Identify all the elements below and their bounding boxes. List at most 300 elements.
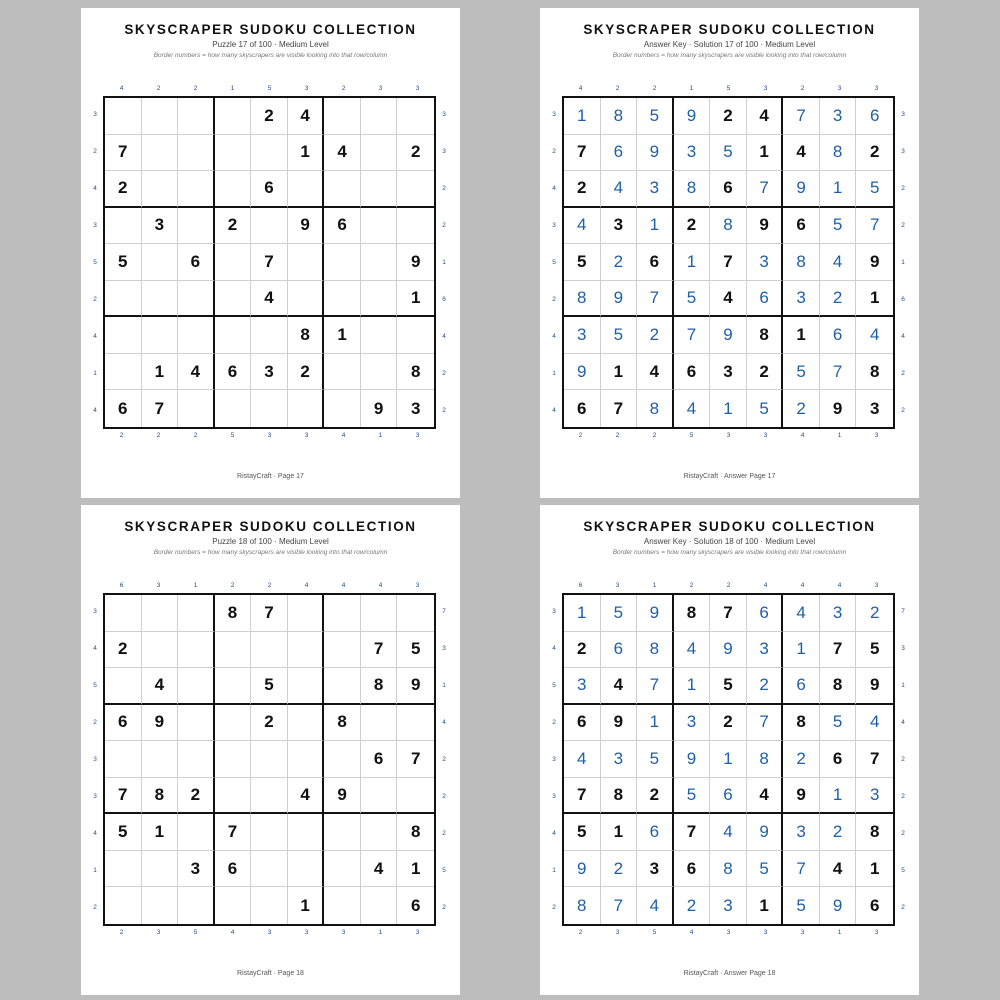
clue-bottom: 1	[378, 929, 383, 936]
grid-cell[interactable]	[361, 281, 398, 318]
clue-left: 4	[93, 644, 97, 652]
clue-bottom: 3	[304, 929, 309, 936]
grid-cell: 3	[637, 171, 674, 208]
grid-cell[interactable]	[215, 98, 252, 135]
grid-cell[interactable]	[142, 595, 179, 632]
clue-top: 5	[267, 85, 272, 92]
grid-cell: 3	[820, 595, 857, 632]
grid-cell[interactable]: 1	[142, 354, 179, 391]
page-subtitle: Puzzle 18 of 100 · Medium Level	[212, 537, 329, 546]
grid-cell[interactable]	[361, 705, 398, 742]
grid-cell: 3	[564, 668, 601, 705]
clue-left: 5	[552, 681, 556, 689]
grid-cell[interactable]: 5	[105, 814, 142, 851]
grid-cell[interactable]: 1	[397, 281, 434, 318]
grid-cell: 5	[564, 814, 601, 851]
clue-left: 2	[552, 295, 556, 303]
grid-cell[interactable]	[288, 244, 325, 281]
grid-cell[interactable]: 4	[288, 778, 325, 815]
puzzle-page-17	[81, 8, 460, 498]
grid-cell[interactable]	[251, 778, 288, 815]
grid-cell[interactable]	[361, 317, 398, 354]
grid-cell[interactable]	[397, 171, 434, 208]
grid-cell[interactable]	[142, 317, 179, 354]
clue-left: 3	[93, 221, 97, 229]
grid-cell[interactable]: 8	[215, 595, 252, 632]
grid-cell[interactable]: 8	[397, 354, 434, 391]
grid-cell[interactable]	[215, 632, 252, 669]
grid-cell[interactable]: 6	[361, 741, 398, 778]
grid-cell[interactable]	[105, 595, 142, 632]
grid-cell[interactable]	[397, 595, 434, 632]
grid-cell[interactable]: 6	[215, 851, 252, 888]
clue-bottom: 4	[689, 929, 694, 936]
grid-cell: 1	[674, 244, 711, 281]
grid-cell[interactable]	[324, 595, 361, 632]
grid-cell: 8	[674, 171, 711, 208]
clue-top: 2	[800, 85, 805, 92]
clue-right: 2	[901, 829, 905, 837]
grid-cell: 1	[637, 208, 674, 245]
grid-cell[interactable]	[251, 317, 288, 354]
grid-cell[interactable]	[361, 171, 398, 208]
grid-cell[interactable]: 9	[324, 778, 361, 815]
grid-cell[interactable]	[215, 390, 252, 427]
grid-cell[interactable]	[324, 281, 361, 318]
grid-cell: 5	[747, 390, 784, 427]
grid-cell: 5	[637, 98, 674, 135]
clue-right: 1	[901, 681, 905, 689]
grid-cell[interactable]	[105, 317, 142, 354]
grid-cell[interactable]: 8	[324, 705, 361, 742]
grid-cell: 4	[601, 171, 638, 208]
grid-cell[interactable]: 4	[142, 668, 179, 705]
grid-cell: 2	[601, 244, 638, 281]
grid-cell: 8	[747, 741, 784, 778]
grid-cell[interactable]: 7	[215, 814, 252, 851]
clue-bottom: 5	[689, 432, 694, 439]
clue-bottom: 3	[726, 929, 731, 936]
clue-top: 2	[615, 85, 620, 92]
grid-cell[interactable]: 6	[324, 208, 361, 245]
page-subtitle: Answer Key · Solution 17 of 100 · Medium Level	[643, 40, 816, 49]
grid-cell: 1	[564, 98, 601, 135]
grid-cell: 6	[674, 354, 711, 391]
clue-bottom: 2	[156, 432, 161, 439]
grid-cell: 5	[637, 741, 674, 778]
grid-cell[interactable]	[178, 171, 215, 208]
grid-cell[interactable]	[251, 741, 288, 778]
grid-cell: 5	[674, 778, 711, 815]
clue-right: 1	[442, 681, 446, 689]
grid-cell[interactable]: 2	[397, 135, 434, 172]
clue-top: 1	[652, 582, 657, 589]
clue-bottom: 3	[800, 929, 805, 936]
grid-cell[interactable]	[288, 390, 325, 427]
grid-cell[interactable]	[288, 281, 325, 318]
grid-cell[interactable]	[105, 354, 142, 391]
grid-cell: 9	[856, 244, 893, 281]
grid-cell[interactable]	[215, 668, 252, 705]
grid-cell[interactable]: 2	[288, 354, 325, 391]
page-title: SKYSCRAPER SUDOKU COLLECTION	[124, 519, 417, 534]
grid-cell[interactable]	[251, 135, 288, 172]
grid-cell: 9	[747, 814, 784, 851]
grid-cell[interactable]	[251, 390, 288, 427]
grid-cell[interactable]: 4	[178, 354, 215, 391]
grid-cell[interactable]: 8	[361, 668, 398, 705]
clue-top: 1	[193, 582, 198, 589]
grid-cell[interactable]: 7	[105, 135, 142, 172]
page-footer: RistayCraft · Page 17	[237, 473, 304, 480]
clue-right: 1	[901, 258, 905, 266]
grid-cell[interactable]	[105, 851, 142, 888]
grid-cell[interactable]: 9	[397, 244, 434, 281]
grid-cell[interactable]	[361, 354, 398, 391]
grid-cell: 4	[564, 741, 601, 778]
grid-cell[interactable]	[324, 887, 361, 924]
clue-bottom: 3	[615, 929, 620, 936]
grid-cell[interactable]: 3	[410, 398, 421, 418]
grid-cell: 9	[820, 887, 857, 924]
grid-cell: 5	[710, 668, 747, 705]
grid-cell: 9	[783, 778, 820, 815]
grid-cell[interactable]	[178, 317, 215, 354]
grid-cell[interactable]	[324, 98, 361, 135]
grid-cell: 9	[820, 390, 857, 427]
grid-cell[interactable]	[178, 208, 215, 245]
grid-cell: 2	[783, 741, 820, 778]
grid-cell[interactable]: 4	[288, 98, 325, 135]
clue-right: 5	[901, 866, 905, 874]
grid-cell[interactable]	[142, 632, 179, 669]
grid-cell: 4	[820, 851, 857, 888]
grid-cell[interactable]: 4	[251, 281, 288, 318]
grid-cell: 4	[856, 705, 893, 742]
grid-cell[interactable]: 6	[251, 171, 288, 208]
grid-cell[interactable]	[215, 705, 252, 742]
grid-cell[interactable]	[178, 98, 215, 135]
grid-cell: 6	[710, 778, 747, 815]
grid-cell[interactable]: 6	[215, 354, 252, 391]
grid-cell[interactable]	[397, 317, 434, 354]
grid-cell[interactable]: 1	[324, 317, 361, 354]
grid-cell[interactable]: 2	[251, 98, 288, 135]
grid-cell[interactable]	[361, 244, 398, 281]
clue-left: 4	[552, 829, 556, 837]
clue-top: 4	[763, 582, 768, 589]
clue-left: 4	[552, 332, 556, 340]
clue-right: 3	[901, 110, 905, 118]
grid-cell[interactable]: 6	[178, 244, 215, 281]
clue-right: 6	[442, 295, 446, 303]
grid-cell[interactable]	[361, 135, 398, 172]
grid-cell: 7	[564, 778, 601, 815]
clue-right: 2	[901, 792, 905, 800]
clue-bottom: 3	[304, 432, 309, 439]
grid-cell[interactable]	[361, 887, 398, 924]
grid-cell[interactable]	[215, 281, 252, 318]
grid-cell[interactable]	[215, 741, 252, 778]
grid-cell[interactable]	[178, 281, 215, 318]
grid-cell[interactable]: 6	[105, 705, 142, 742]
grid-cell[interactable]	[361, 814, 398, 851]
grid-cell[interactable]	[215, 887, 252, 924]
clue-top: 3	[304, 85, 309, 92]
grid-cell[interactable]	[178, 887, 215, 924]
grid-cell[interactable]	[142, 171, 179, 208]
grid-cell[interactable]: 3	[142, 208, 179, 245]
grid-cell: 4	[747, 98, 784, 135]
grid-cell: 2	[820, 281, 857, 318]
grid-cell: 1	[856, 281, 893, 318]
grid-cell[interactable]: 5	[251, 668, 288, 705]
clue-top: 2	[267, 582, 272, 589]
grid-cell[interactable]	[142, 851, 179, 888]
grid-cell[interactable]	[178, 814, 215, 851]
grid-cell: 2	[747, 668, 784, 705]
grid-cell[interactable]	[105, 98, 142, 135]
clue-right: 3	[901, 644, 905, 652]
clue-top: 2	[230, 582, 235, 589]
grid-cell: 9	[674, 741, 711, 778]
grid-cell[interactable]: 6	[410, 895, 421, 915]
grid-cell[interactable]: 3	[251, 354, 288, 391]
grid-cell[interactable]	[397, 208, 434, 245]
grid-cell[interactable]: 9	[288, 208, 325, 245]
grid-cell: 7	[710, 244, 747, 281]
grid-cell[interactable]: 9	[397, 668, 434, 705]
grid-cell[interactable]	[105, 887, 142, 924]
grid-cell: 9	[856, 668, 893, 705]
grid-cell: 8	[747, 317, 784, 354]
grid-cell[interactable]	[288, 705, 325, 742]
grid-cell: 6	[820, 741, 857, 778]
grid-cell[interactable]: 7	[361, 632, 398, 669]
grid-cell: 1	[856, 851, 893, 888]
grid-cell[interactable]	[288, 595, 325, 632]
grid-cell[interactable]: 2	[105, 632, 142, 669]
clue-right: 5	[442, 866, 446, 874]
clue-bottom: 1	[837, 432, 842, 439]
grid-cell[interactable]	[215, 244, 252, 281]
grid-cell[interactable]	[142, 244, 179, 281]
clue-left: 5	[93, 681, 97, 689]
clue-right: 4	[442, 332, 446, 340]
grid-cell[interactable]	[215, 778, 252, 815]
grid-cell[interactable]	[142, 741, 179, 778]
grid-cell[interactable]	[324, 741, 361, 778]
grid-cell[interactable]: 7	[397, 741, 434, 778]
grid-cell[interactable]: 1	[397, 851, 434, 888]
clue-bottom: 2	[578, 929, 583, 936]
grid-cell[interactable]: 2	[105, 171, 142, 208]
clue-right: 4	[901, 332, 905, 340]
grid-cell[interactable]	[105, 281, 142, 318]
grid-cell[interactable]	[105, 741, 142, 778]
grid-cell[interactable]: 4	[361, 851, 398, 888]
clue-top: 4	[578, 85, 583, 92]
grid-cell[interactable]	[178, 390, 215, 427]
grid-cell: 1	[710, 390, 747, 427]
grid-cell[interactable]: 3	[178, 851, 215, 888]
grid-cell[interactable]: 9	[142, 705, 179, 742]
grid-cell[interactable]	[288, 632, 325, 669]
grid-cell[interactable]	[142, 135, 179, 172]
clue-top: 2	[341, 85, 346, 92]
grid-cell: 6	[637, 814, 674, 851]
grid-cell[interactable]	[361, 595, 398, 632]
grid-cell[interactable]	[361, 98, 398, 135]
grid-cell: 3	[674, 135, 711, 172]
grid-cell[interactable]	[215, 135, 252, 172]
grid-cell[interactable]: 9	[361, 390, 398, 427]
grid-cell[interactable]	[324, 814, 361, 851]
grid-cell[interactable]	[178, 668, 215, 705]
grid-cell[interactable]	[178, 135, 215, 172]
grid-cell[interactable]: 8	[288, 317, 325, 354]
clue-left: 2	[93, 718, 97, 726]
grid-cell[interactable]	[178, 705, 215, 742]
clue-bottom: 3	[341, 929, 346, 936]
clue-top: 4	[341, 582, 346, 589]
grid-cell[interactable]	[288, 171, 325, 208]
grid-cell[interactable]	[251, 887, 288, 924]
grid-cell[interactable]	[361, 208, 398, 245]
grid-cell: 6	[783, 208, 820, 245]
clue-right: 2	[442, 406, 446, 414]
grid-cell[interactable]	[288, 851, 325, 888]
clue-right: 2	[442, 755, 446, 763]
grid-cell[interactable]: 1	[288, 887, 325, 924]
grid-cell[interactable]	[288, 814, 325, 851]
clue-bottom: 3	[874, 432, 879, 439]
clue-left: 4	[93, 829, 97, 837]
grid-cell: 3	[856, 778, 893, 815]
grid-cell[interactable]	[324, 390, 361, 427]
grid-cell[interactable]: 7	[105, 778, 142, 815]
grid-cell: 5	[783, 887, 820, 924]
clue-right: 4	[442, 718, 446, 726]
grid-cell[interactable]	[178, 595, 215, 632]
grid-cell[interactable]	[215, 317, 252, 354]
clue-bottom: 3	[763, 929, 768, 936]
clue-bottom: 2	[119, 929, 124, 936]
grid-cell: 1	[637, 705, 674, 742]
grid-cell[interactable]: 6	[105, 390, 142, 427]
grid-cell[interactable]	[105, 208, 142, 245]
grid-cell[interactable]	[397, 778, 434, 815]
clue-right: 2	[442, 221, 446, 229]
grid-cell: 7	[747, 171, 784, 208]
grid-cell[interactable]	[215, 171, 252, 208]
grid-cell[interactable]: 4	[324, 135, 361, 172]
grid-cell[interactable]	[324, 632, 361, 669]
grid-cell: 8	[564, 887, 601, 924]
grid-cell: 8	[856, 354, 893, 391]
grid-cell[interactable]	[178, 741, 215, 778]
grid-cell[interactable]	[324, 851, 361, 888]
grid-cell: 7	[820, 354, 857, 391]
grid-cell[interactable]: 7	[251, 595, 288, 632]
grid-cell[interactable]: 1	[142, 814, 179, 851]
clue-bottom: 3	[726, 432, 731, 439]
grid-cell: 8	[820, 668, 857, 705]
grid-cell: 5	[783, 354, 820, 391]
grid-cell[interactable]	[288, 741, 325, 778]
grid-cell: 1	[820, 171, 857, 208]
clue-top: 2	[156, 85, 161, 92]
clue-left: 4	[93, 332, 97, 340]
grid-cell: 7	[820, 632, 857, 669]
grid-cell[interactable]	[142, 98, 179, 135]
grid-cell[interactable]	[361, 778, 398, 815]
grid-cell: 9	[783, 171, 820, 208]
grid-cell[interactable]	[288, 668, 325, 705]
grid-cell[interactable]: 7	[142, 390, 179, 427]
clue-right: 2	[901, 903, 905, 911]
clue-right: 4	[901, 718, 905, 726]
grid-cell[interactable]	[324, 244, 361, 281]
grid-cell[interactable]	[178, 632, 215, 669]
grid-cell[interactable]: 2	[178, 778, 215, 815]
clue-top: 1	[230, 85, 235, 92]
grid-cell[interactable]	[324, 668, 361, 705]
grid-cell[interactable]	[105, 668, 142, 705]
grid-cell: 3	[820, 98, 857, 135]
clue-left: 1	[552, 369, 556, 377]
grid-cell: 5	[820, 208, 857, 245]
grid-cell[interactable]: 1	[288, 135, 325, 172]
grid-cell: 9	[601, 705, 638, 742]
grid-cell[interactable]	[142, 887, 179, 924]
grid-cell: 8	[710, 208, 747, 245]
grid-cell[interactable]: 8	[397, 814, 434, 851]
grid-cell: 9	[564, 851, 601, 888]
grid-cell: 9	[747, 208, 784, 245]
page-subtitle: Answer Key · Solution 18 of 100 · Medium Level	[643, 537, 816, 546]
grid-cell[interactable]	[324, 171, 361, 208]
grid-cell: 2	[856, 135, 893, 172]
grid-cell[interactable]	[251, 632, 288, 669]
grid-cell[interactable]: 2	[251, 705, 288, 742]
grid-cell: 6	[710, 171, 747, 208]
clue-top: 2	[726, 582, 731, 589]
grid-cell[interactable]: 8	[142, 778, 179, 815]
grid-cell[interactable]: 2	[215, 208, 252, 245]
clue-left: 4	[93, 184, 97, 192]
grid-cell[interactable]	[251, 208, 288, 245]
grid-cell[interactable]: 5	[397, 632, 434, 669]
grid-cell[interactable]	[324, 354, 361, 391]
grid-cell[interactable]: 7	[251, 244, 288, 281]
clue-top: 3	[415, 85, 420, 92]
grid-cell: 1	[601, 814, 638, 851]
grid-cell: 6	[747, 281, 784, 318]
grid-cell[interactable]	[142, 281, 179, 318]
clue-top: 2	[193, 85, 198, 92]
clue-left: 4	[93, 406, 97, 414]
grid-cell[interactable]: 5	[105, 244, 142, 281]
grid-cell[interactable]	[251, 851, 288, 888]
grid-cell[interactable]	[397, 705, 434, 742]
answer-page-18	[540, 505, 919, 995]
grid-cell[interactable]	[251, 814, 288, 851]
clue-top: 4	[304, 582, 309, 589]
grid-cell: 9	[564, 354, 601, 391]
clue-left: 2	[93, 295, 97, 303]
grid-cell[interactable]	[397, 98, 434, 135]
